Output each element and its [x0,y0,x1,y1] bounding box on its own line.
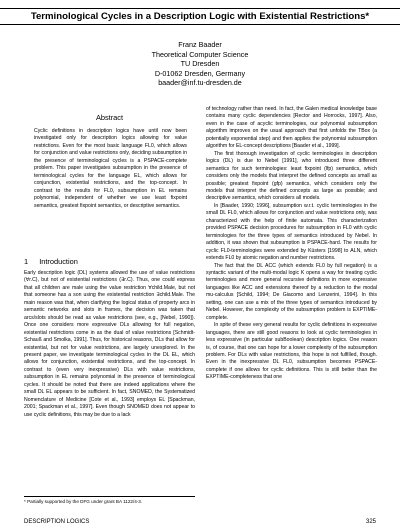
right-paragraph: of technology rather than need. In fact, the Galen medical knowledge base contains many cyclic dependencies [Rector and Horrocks, 1997]. Also, even in the case of acyclic terminologies, our polynomial subsumption algorithm improves on the usual approach that first unfolds the TBox (a potentially exponential step) and then applies the polynomial subsumption algorithm for EL-concept descriptions [Baader et al., 1999]. [206,106,377,150]
right-paragraph: The first thorough investigation of cyclic terminologies in description logics (DL) is due to Nebel [1991], who introduced three different semantics for such terminologies: least fixpoint (lfp) semantics, which considers only the models that interpret the defined concepts as small as possible; greatest fixpoint (gfp) semantics, which considers only the models that interpret the defined concepts as large as possible; and descriptive semantics, which considers all models. [206,150,377,202]
section-title: Introduction [39,257,78,266]
introduction-text [24,270,195,419]
footer-section-label: DESCRIPTION LOGICS [24,519,90,525]
footnote: * Partially supported by the DFG under grant BA 1122/4-3. [24,496,195,505]
author-group: Theoretical Computer Science [151,49,249,59]
introduction-paragraph: Early description logic (DL) systems allowed the use of value restrictions (∀r.C), but not of existential restrictions (∃r.C). Thus, one could express that all children are male using the value restriction ∀child.Male, but not that someone has a son using the existential restriction ∃child.Male. The main reason was that, when clarifying the logical status of property arcs in semantic networks and slots in frames, the decision was taken that arcs/slots should be read as value restrictions (see, e.g., [Nebel, 1990]). Once one considers more expressive DLs allowing for full negation, existential restrictions come in as the dual of value restrictions [Schmidt-Schauß and Smolka, 1991]. Thus, for historical reasons, DLs that allow for existential, but not for value restrictions, are largely unexplored. In the present paper, we investigate terminological cycles in the DL EL, which allows for conjunction, existential restrictions, and the top-concept. In contrast to (even very inexpressive) DLs with value restrictions, subsumption in EL remains polynomial in the presence of terminological cycles. It should be noted that there are indeed applications where the small DL EL appears to be sufficient. In fact, SNOMED, the Systematized Nomenclature of Medicine [Cote et al., 1993] employs EL [Spackman, 2001; Spackman et al., 1997]. Even though SNOMED does not appear to use cyclic definitions, this may be due to a lack [24,270,195,418]
paper-title: Terminological Cycles in a Description Logic with Existential Restrictions* [30,10,370,22]
author-block [0,40,400,88]
author-email: baader@inf.tu-dresden.de [158,78,242,88]
author-institution: TU Dresden [180,59,220,69]
author-name: Franz Baader [178,40,222,49]
abstract-paragraph: Cyclic definitions in description logics have until now been investigated only for description logics allowing for value restrictions. Even for the most basic language FL0, which allows for conjunction and value restrictions only, deciding subsumption in the presence of terminological cycles is a PSPACE-complete problem. This paper investigates subsumption in the presence of terminological cycles for the language EL, which allows for conjunction, existential restrictions, and the top-concept. In contrast to the results for FL0, subsumption in EL remains polynomial, independent of whether we use least fixpoint semantics, greatest fixpoint semantics, or descriptive semantics. [34,128,187,209]
right-paragraph: The fact that the DL ACC (which extends FL0 by full negation) is a syntactic variant of the multi-modal logic K opens a way for treating cyclic terminologies and more general recursive definitions in more expressive languages like ACC and extensions thereof by a reduction to the modal mu-calculus [Schild, 1994; De Giacomo and Lenzerini, 1994]. In this setting, one can use a mix of the three types of semantics introduced by Nebel. However, the complexity of the subsumption problem is EXPTIME-complete. [206,262,377,321]
author-city: D-01062 Dresden, Germany [154,68,246,78]
page-number: 325 [365,519,376,525]
title-rule-box [0,8,400,25]
right-column [206,106,377,382]
section-heading-introduction [24,257,78,266]
abstract-text [34,128,187,210]
right-paragraph: In [Baader, 1990; 1996], subsumption w.r.t. cyclic terminologies in the small DL FL0, which allows for conjunction and value restrictions only, was characterized with the help of finite automata. This characterization provided PSPACE decision procedures for subsumption in FL0 with cyclic terminologies for the three types of semantics introduced by Nebel. In addition, it was shown that subsumption is PSPACE-hard. The results for cyclic FL0-terminologies were extended by Küsters [1998] to ALN, which extends FL0 by atomic negation and number restrictions. [206,202,377,262]
section-number: 1 [24,257,29,266]
right-paragraph: In spite of these very general results for cyclic definitions in expressive languages, there are still good reasons to look at cyclic terminologies in less expressive (in particular subBoolean) description logics. One reason is, of course, that one can hope for a lower complexity of the subsumption problem. For DLs with value restrictions, this hope is not fulfilled, though. Even in the inexpressive DL FL0, subsumption becomes PSPACE-complete if one allows for cyclic definitions. This is still better than the EXPTIME-completeness that one [206,322,377,381]
abstract-heading: Abstract [95,113,124,122]
